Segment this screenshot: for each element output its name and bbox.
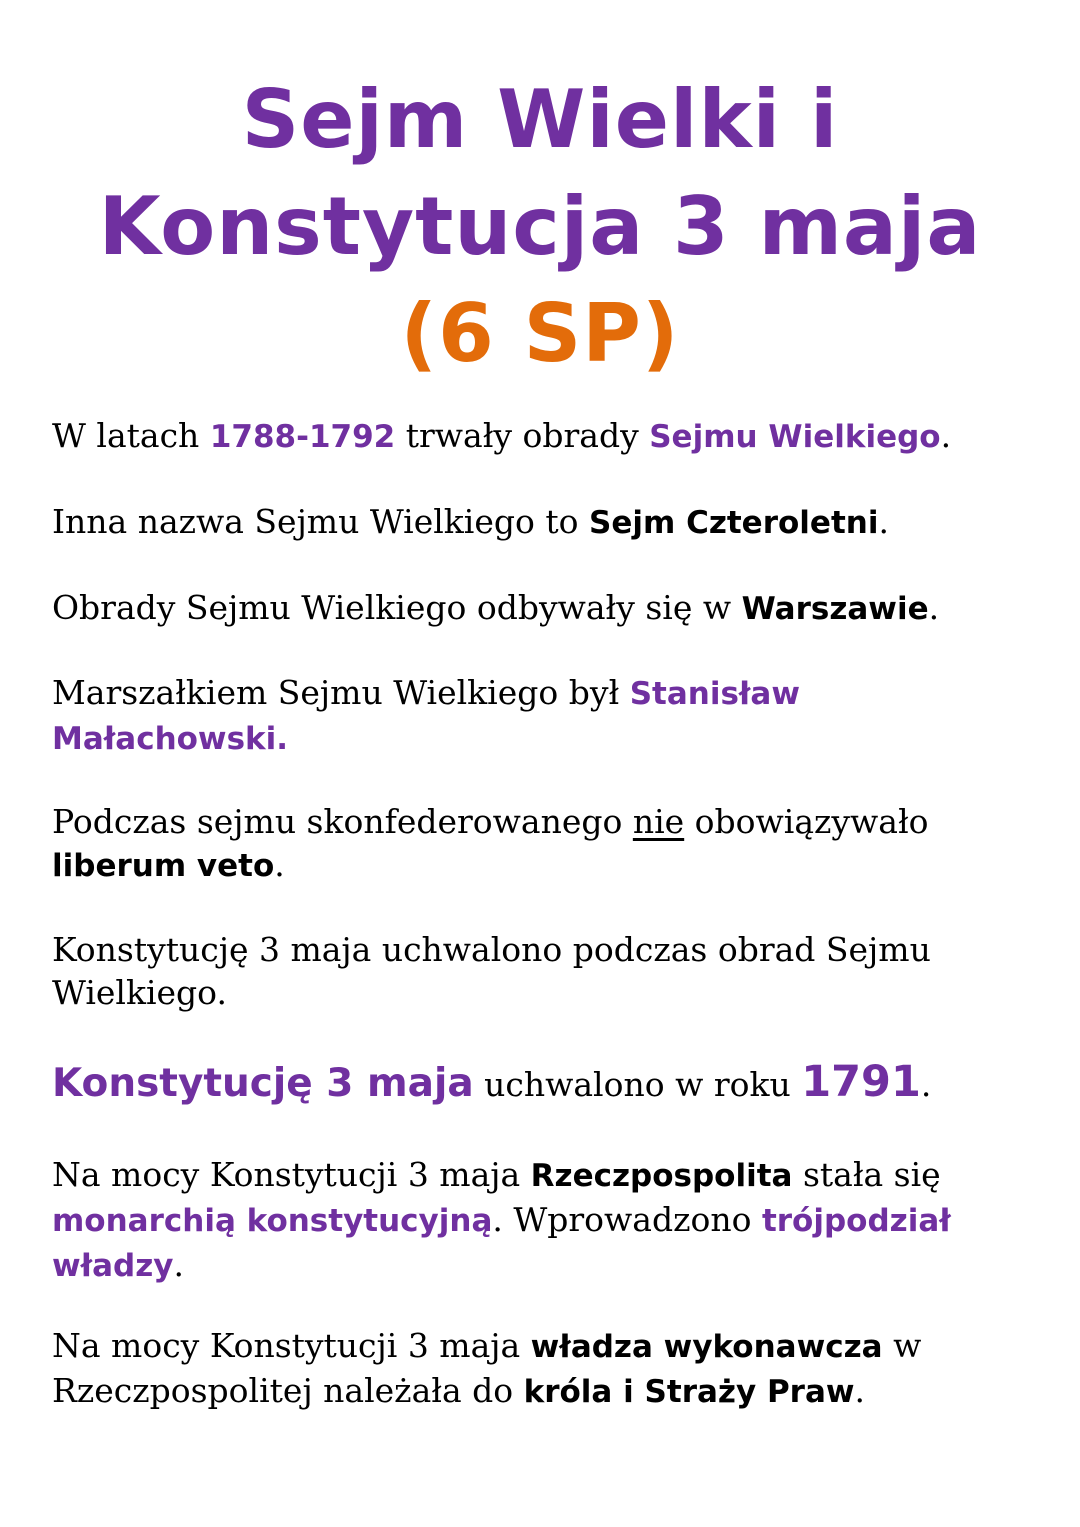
paragraph-3: [52, 586, 1042, 631]
p6-text-2: Wielkiego.: [52, 973, 227, 1012]
p1-period: .: [940, 416, 952, 455]
p1-text-2: trwały obrady: [395, 416, 650, 455]
p8-power: władzy: [52, 1248, 174, 1284]
paragraph-4: [52, 671, 1042, 761]
p1-sejm-name: Sejmu Wielkiego: [649, 419, 941, 455]
p9-period: .: [854, 1371, 866, 1410]
p2-period: .: [878, 502, 889, 541]
p5-negation: nie: [632, 802, 685, 841]
p8-text-3: . Wprowadzono: [492, 1200, 762, 1239]
p4-text: Marszałkiem Sejmu Wielkiego był: [52, 673, 630, 712]
p8-period: .: [173, 1245, 185, 1284]
p1-years: 1788-1792: [209, 419, 396, 455]
p1-text: W latach: [52, 416, 210, 455]
p3-period: .: [928, 588, 940, 627]
p8-monarchy: monarchią konstytucyjną: [52, 1203, 493, 1239]
p3-text: Obrady Sejmu Wielkiego odbywały się w: [52, 588, 742, 627]
p2-text: Inna nazwa Sejmu Wielkiego to: [52, 502, 589, 541]
p5-text-2: obowiązywało: [684, 802, 929, 841]
p5-liberum-veto: liberum veto: [52, 848, 275, 884]
title-line-2: Konstytucja 3 maja: [98, 180, 982, 273]
p5-text: Podczas sejmu skonfederowanego: [52, 802, 633, 841]
p8-text: Na mocy Konstytucji 3 maja: [52, 1155, 531, 1194]
p9-text: Na mocy Konstytucji 3 maja: [52, 1326, 531, 1365]
p9-king-guard: króla i Straży Praw: [523, 1374, 855, 1410]
p4-name-first: Stanisław: [629, 676, 800, 712]
p9-text-3: Rzeczpospolitej należała do: [52, 1371, 524, 1410]
paragraph-8: [52, 1153, 1042, 1288]
paragraph-6: [52, 928, 1042, 1014]
paragraph-9: [52, 1324, 1042, 1414]
title-grade: (6 SP): [400, 287, 680, 380]
p2-other-name: Sejm Czteroletni: [589, 505, 879, 541]
p8-tripartite: trójpodział: [761, 1203, 951, 1239]
p6-text: Konstytucję 3 maja uchwalono podczas obrad Sejmu: [52, 930, 931, 969]
p9-text-2: w: [882, 1326, 922, 1365]
p7-constitution: Konstytucję 3 maja: [52, 1061, 474, 1106]
paragraph-5: [52, 800, 1042, 888]
p9-executive: władza wykonawcza: [530, 1329, 883, 1365]
paragraph-2: [52, 500, 1042, 545]
p7-year: 1791: [801, 1057, 921, 1107]
p7-period: .: [920, 1065, 932, 1104]
p5-period: .: [274, 845, 285, 884]
p3-city: Warszawie: [741, 591, 929, 627]
paragraph-7: [52, 1056, 1042, 1111]
p8-state: Rzeczpospolita: [530, 1158, 793, 1194]
title-line-1: Sejm Wielki i: [241, 73, 839, 166]
paragraph-1: [52, 414, 1042, 459]
page-title: [0, 66, 1080, 387]
p4-name-last: Małachowski.: [52, 721, 289, 757]
p7-text: uchwalono w roku: [473, 1065, 802, 1104]
p8-text-2: stała się: [792, 1155, 941, 1194]
